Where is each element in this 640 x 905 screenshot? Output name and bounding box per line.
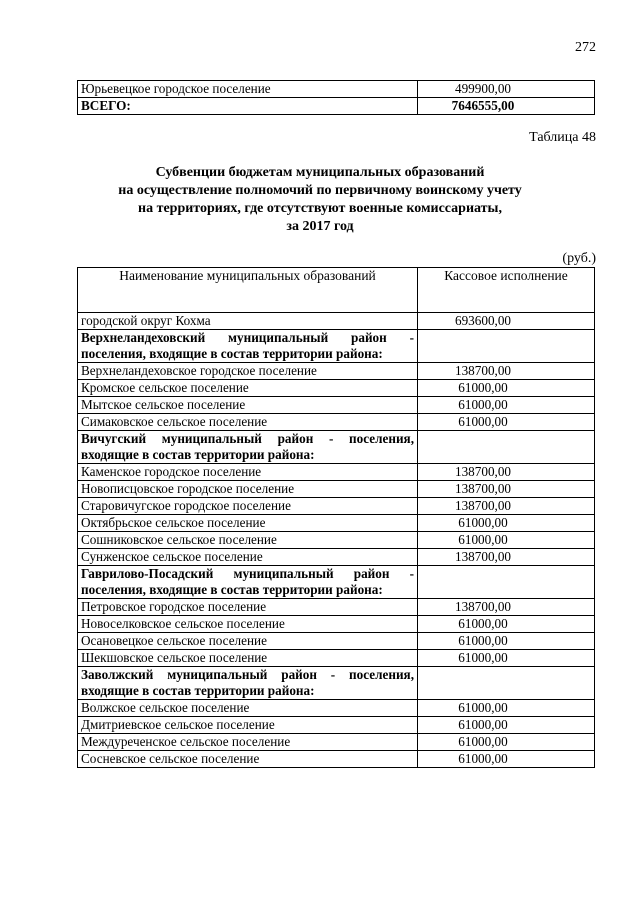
table-row	[78, 717, 595, 734]
row-value: 138700,00	[418, 481, 595, 498]
table-row	[78, 734, 595, 751]
row-name: Октябрьское сельское поселение	[78, 515, 418, 532]
title-line: на осуществление полномочий по первичному воинскому учету	[118, 183, 522, 198]
row-name: ВСЕГО:	[78, 98, 418, 115]
table-row	[78, 599, 595, 616]
row-name: Междуреченское сельское поселение	[78, 734, 418, 751]
table-row	[78, 515, 595, 532]
table-header-row	[78, 268, 595, 313]
table-row	[78, 363, 595, 380]
table-row	[78, 397, 595, 414]
row-value: 138700,00	[418, 599, 595, 616]
table-row	[78, 532, 595, 549]
row-value: 138700,00	[418, 363, 595, 380]
row-name: Шекшовское сельское поселение	[78, 650, 418, 667]
table-row	[78, 633, 595, 650]
row-value	[418, 566, 595, 599]
row-name: Дмитриевское сельское поселение	[78, 717, 418, 734]
table-row	[78, 81, 595, 98]
table-row	[78, 464, 595, 481]
district-name: Вичугский муниципальный район - поселения, входящие в состав территории района:	[78, 431, 418, 464]
row-name: Старовичугское городское поселение	[78, 498, 418, 515]
row-name: Кромское сельское поселение	[78, 380, 418, 397]
row-name: Новописцовское городское поселение	[78, 481, 418, 498]
title-line: Субвенции бюджетам муниципальных образований	[155, 165, 485, 180]
row-value: 61000,00	[418, 751, 595, 768]
row-value: 61000,00	[418, 650, 595, 667]
row-value: 61000,00	[418, 515, 595, 532]
row-name: Осановецкое сельское поселение	[78, 633, 418, 650]
continued-table	[77, 80, 595, 115]
district-group-row	[78, 431, 595, 464]
row-name: городской округ Кохма	[78, 313, 418, 330]
row-name: Каменское городское поселение	[78, 464, 418, 481]
title-line: на территориях, где отсутствуют военные комиссариаты,	[138, 201, 502, 216]
district-name: Заволжский муниципальный район - поселения, входящие в состав территории района:	[78, 667, 418, 700]
table-row	[78, 481, 595, 498]
row-name: Сунженское сельское поселение	[78, 549, 418, 566]
row-value: 61000,00	[418, 633, 595, 650]
district-name: Гаврилово-Посадский муниципальный район - поселения, входящие в состав территории района:	[78, 566, 418, 599]
row-name: Сошниковское сельское поселение	[78, 532, 418, 549]
page-number: 272	[575, 40, 596, 55]
table-label: Таблица 48	[529, 130, 596, 145]
title-line: за 2017 год	[286, 219, 354, 234]
total-row	[78, 98, 595, 115]
row-name: Сосневское сельское поселение	[78, 751, 418, 768]
header-name-column: Наименование муниципальных образований	[78, 268, 418, 313]
row-value	[418, 431, 595, 464]
table-row	[78, 313, 595, 330]
row-value: 61000,00	[418, 397, 595, 414]
row-value: 499900,00	[418, 81, 595, 98]
table-row	[78, 549, 595, 566]
subventions-table	[77, 267, 595, 768]
table-row	[78, 751, 595, 768]
table-row	[78, 414, 595, 431]
row-value: 138700,00	[418, 464, 595, 481]
row-value: 7646555,00	[418, 98, 595, 115]
row-value: 138700,00	[418, 549, 595, 566]
row-value: 61000,00	[418, 414, 595, 431]
table-row	[78, 616, 595, 633]
row-value: 61000,00	[418, 717, 595, 734]
row-value: 693600,00	[418, 313, 595, 330]
table-row	[78, 380, 595, 397]
row-value: 61000,00	[418, 734, 595, 751]
row-value: 61000,00	[418, 532, 595, 549]
row-value: 61000,00	[418, 700, 595, 717]
header-value-column: Кассовое исполнение	[418, 268, 595, 313]
row-name: Петровское городское поселение	[78, 599, 418, 616]
row-value	[418, 330, 595, 363]
row-name: Верхнеландеховское городское поселение	[78, 363, 418, 380]
row-name: Симаковское сельское поселение	[78, 414, 418, 431]
row-name: Новоселковское сельское поселение	[78, 616, 418, 633]
row-name: Юрьевецкое городское поселение	[78, 81, 418, 98]
row-value: 61000,00	[418, 380, 595, 397]
district-name: Верхнеландеховский муниципальный район - поселения, входящие в состав территории района:	[78, 330, 418, 363]
district-group-row	[78, 566, 595, 599]
table-row	[78, 700, 595, 717]
currency-unit: (руб.)	[562, 251, 596, 266]
district-group-row	[78, 667, 595, 700]
row-value: 138700,00	[418, 498, 595, 515]
row-name: Волжское сельское поселение	[78, 700, 418, 717]
table-row	[78, 650, 595, 667]
table-row	[78, 498, 595, 515]
district-group-row	[78, 330, 595, 363]
row-name: Мытское сельское поселение	[78, 397, 418, 414]
row-value	[418, 667, 595, 700]
row-value: 61000,00	[418, 616, 595, 633]
table-title	[0, 164, 640, 236]
